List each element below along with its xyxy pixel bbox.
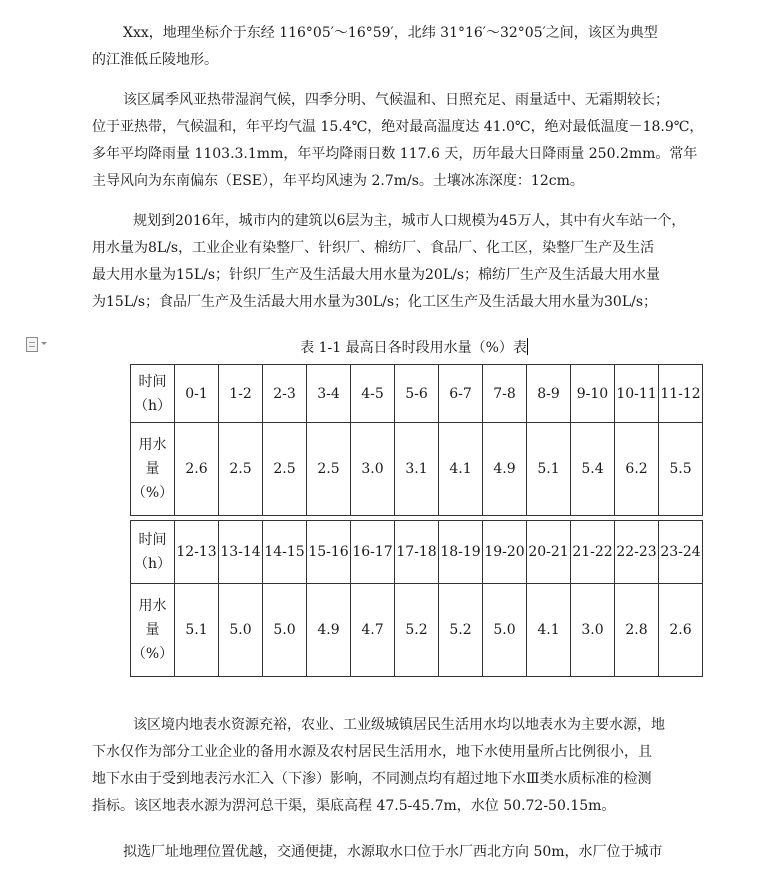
document-icon [26,337,38,352]
text-line: 位于亚热带，气候温和，年平均气温 15.4℃，绝对最高温度达 41.0℃，绝对最低温度－18.9℃， [92,119,704,135]
time-cell: 23-24 [659,521,703,584]
time-cell: 10-11 [615,365,659,423]
time-cell: 14-15 [263,521,307,584]
usage-cell: 3.0 [351,423,395,516]
time-cell: 13-14 [219,521,263,584]
text-line: 该区境内地表水资源充裕，农业、工业级城镇居民生活用水均以地表水为主要水源，地 [133,717,665,733]
usage-cell: 2.6 [659,584,703,677]
usage-cell: 2.5 [263,423,307,516]
paragraph-options-icon[interactable] [26,337,50,353]
text-line: 拟选厂址地理位置优越，交通便捷，水源取水口位于水厂西北方向 50m，水厂位于城市 [123,844,663,860]
paragraph-location [92,20,738,74]
row-header-time: 时间 （h） [131,365,175,423]
text-line: 多年平均降雨量 1103.3.1mm，年平均降雨日数 117.6 天，历年最大日降雨量 250.2mm。常年 [92,146,698,162]
usage-cell: 2.5 [219,423,263,516]
table-row-time [131,521,703,584]
time-cell: 22-23 [615,521,659,584]
row-header-time: 时间 （h） [131,521,175,584]
table-caption [130,338,698,358]
text-line: 的江淮低丘陵地形。 [92,52,218,68]
paragraph-climate [92,87,738,195]
usage-cell: 3.0 [571,584,615,677]
time-cell: 18-19 [439,521,483,584]
row-header-usage: 用水 量 （%） [131,584,175,677]
paragraph-water-resources [92,712,738,820]
usage-cell: 2.5 [307,423,351,516]
usage-cell: 5.0 [263,584,307,677]
usage-cell: 5.1 [175,584,219,677]
time-cell: 15-16 [307,521,351,584]
text-line: Xxx，地理坐标介于东经 116°05′～16°59′，北纬 31°16′～32°05′之间，该区为典型 [123,25,658,41]
text-line: 最大用水量为15L/s；针织厂生产及生活最大用水量为20L/s；棉纺厂生产及生活最大用水量 [92,267,661,283]
text-line: 主导风向为东南偏东（ESE），年平均风速为 2.7m/s。土壤冰冻深度：12cm。 [92,173,584,189]
text-line: 下水仅作为部分工业企业的备用水源及农村居民生活用水，地下水使用量所占比例很小，且 [92,744,652,760]
table-caption-text: 表 1-1 最高日各时段用水量（%）表 [300,340,527,356]
usage-cell: 6.2 [615,423,659,516]
time-cell: 11-12 [659,365,703,423]
usage-cell: 5.5 [659,423,703,516]
time-cell: 3-4 [307,365,351,423]
usage-cell: 5.0 [219,584,263,677]
usage-cell: 4.7 [351,584,395,677]
paragraph-site [92,839,738,866]
row-header-usage: 用水 量 （%） [131,423,175,516]
time-cell: 4-5 [351,365,395,423]
time-cell: 2-3 [263,365,307,423]
time-cell: 21-22 [571,521,615,584]
text-line: 地下水由于受到地表污水汇入（下渗）影响，不同测点均有超过地下水Ⅲ类水质标准的检测 [92,771,652,787]
water-usage-table-part2 [130,520,703,677]
time-cell: 0-1 [175,365,219,423]
time-cell: 1-2 [219,365,263,423]
usage-cell: 4.9 [307,584,351,677]
table-row-time [131,365,703,423]
water-usage-table-part1 [130,364,703,516]
text-line: 规划到2016年，城市内的建筑以6层为主，城市人口规模为45万人，其中有火车站一个， [133,213,686,229]
time-cell: 17-18 [395,521,439,584]
table-row-usage [131,584,703,677]
usage-cell: 4.1 [527,584,571,677]
time-cell: 20-21 [527,521,571,584]
time-cell: 8-9 [527,365,571,423]
usage-cell: 5.1 [527,423,571,516]
usage-cell: 5.4 [571,423,615,516]
time-cell: 5-6 [395,365,439,423]
text-cursor [527,338,528,355]
text-line: 用水量为8L/s，工业企业有染整厂、针织厂、棉纺厂、食品厂、化工区，染整厂生产及生活 [92,240,655,256]
usage-cell: 2.8 [615,584,659,677]
usage-cell: 5.2 [439,584,483,677]
time-cell: 19-20 [483,521,527,584]
time-cell: 6-7 [439,365,483,423]
time-cell: 7-8 [483,365,527,423]
text-line: 指标。该区地表水源为淠河总干渠，渠底高程 47.5-45.7m，水位 50.72-50.15m。 [92,798,616,814]
paragraph-planning [92,208,738,316]
usage-cell: 4.1 [439,423,483,516]
text-line: 为15L/s；食品厂生产及生活最大用水量为30L/s；化工区生产及生活最大用水量为30L/s； [92,294,658,310]
usage-cell: 5.0 [483,584,527,677]
chevron-down-icon [41,342,47,345]
table-row-usage [131,423,703,516]
usage-cell: 2.6 [175,423,219,516]
time-cell: 16-17 [351,521,395,584]
usage-cell: 3.1 [395,423,439,516]
usage-cell: 5.2 [395,584,439,677]
time-cell: 9-10 [571,365,615,423]
time-cell: 12-13 [175,521,219,584]
text-line: 该区属季风亚热带湿润气候，四季分明、气候温和、日照充足、雨量适中、无霜期较长； [123,92,669,108]
usage-cell: 4.9 [483,423,527,516]
